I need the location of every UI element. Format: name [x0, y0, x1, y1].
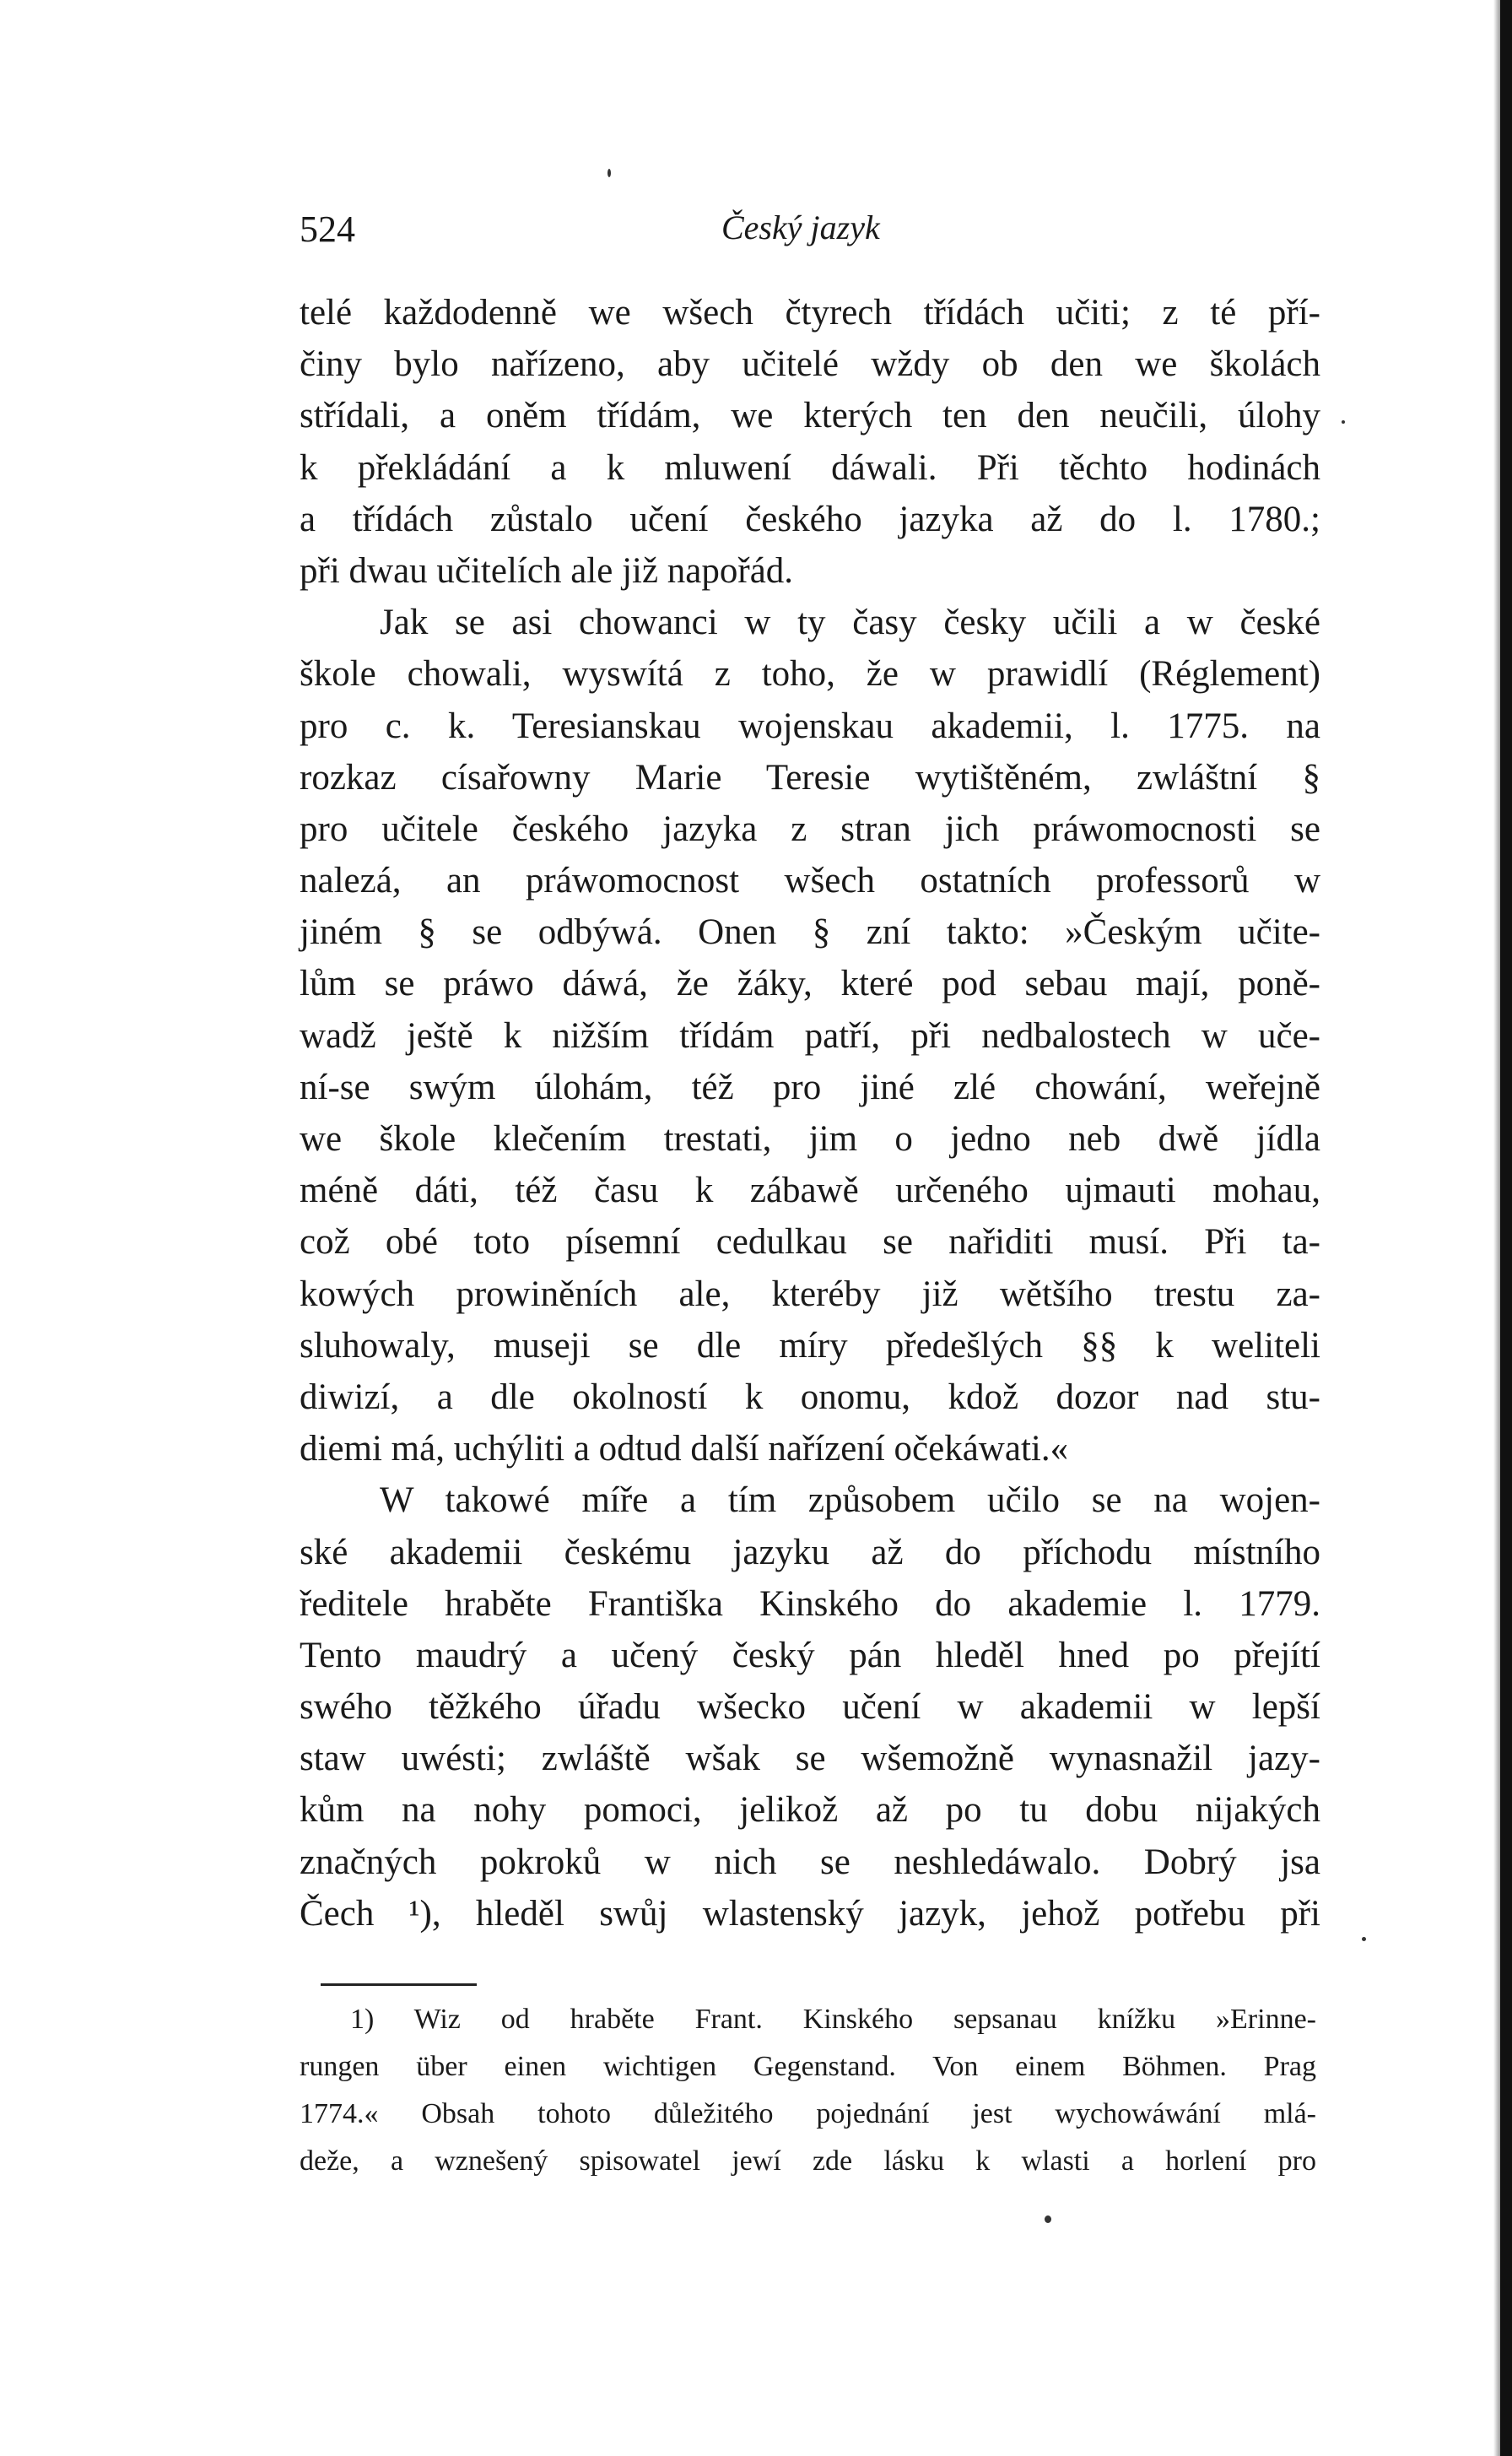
text-line: k překládání a k mluwení dáwali. Při těchto hodinách [300, 447, 1320, 488]
text-line: wadž ještě k nižším třídám patří, při nedbalostech w uče- [300, 1015, 1320, 1056]
text-line: lům se práwo dáwá, že žáky, které pod sebau mají, poně- [300, 964, 1320, 1004]
paper-speck [1045, 2215, 1051, 2223]
text-line: W takowé míře a tím způsobem učilo se na wojen- [380, 1480, 1320, 1521]
text-line: což obé toto písemní cedulkau se nařiditi musí. Při ta- [300, 1222, 1320, 1263]
paper-speck [1342, 420, 1345, 424]
text-line: rozkaz císařowny Marie Teresie wytištěném, zwláštní § [300, 757, 1320, 798]
text-line: staw uwésti; zwláště wšak se wšemožně wynasnažil jazy- [300, 1739, 1320, 1779]
text-line: swého těžkého úřadu wšecko učení w akademii w lepší [300, 1687, 1320, 1728]
text-line: diemi má, uchýliti a odtud další nařízení očekáwati.« [300, 1429, 1069, 1469]
footnote-rule [321, 1983, 477, 1986]
text-line: méně dáti, též času k zábawě určeného ujmauti mohau, [300, 1171, 1320, 1211]
text-line: při dwau učitelích ale již napořád. [300, 550, 794, 591]
footnote-line: 1774.« Obsah tohoto důležitého pojednání jest wychowáwání mlá- [300, 2098, 1316, 2129]
text-line: nalezá, an práwomocnost wšech ostatních professorů w [300, 861, 1320, 901]
text-line: činy bylo nařízeno, aby učitelé wždy ob den we školách [300, 344, 1320, 385]
text-line: Tento maudrý a učený český pán hleděl hned po přejítí [300, 1635, 1320, 1675]
text-line: diwizí, a dle okolností k onomu, kdož dozor nad stu- [300, 1377, 1320, 1417]
body-text [300, 287, 1320, 1939]
text-line: Jak se asi chowanci w ty časy česky učili a w české [380, 603, 1320, 643]
text-line: značných pokroků w nich se neshledáwalo. Dobrý jsa [300, 1842, 1320, 1882]
text-line: pro c. k. Teresianskau wojenskau akademii, l. 1775. na [300, 706, 1320, 746]
paper-speck [608, 169, 611, 177]
page-edge [1500, 0, 1512, 2456]
page-header [300, 208, 1346, 258]
text-line: sluhowaly, museji se dle míry předešlých §§ k weliteli [300, 1325, 1320, 1366]
text-line: a třídách zůstalo učení českého jazyka až do l. 1780.; [300, 499, 1320, 539]
text-line: střídali, a oněm třídám, we kterých ten den neučili, úlohy [300, 396, 1320, 436]
text-line: škole chowali, wyswítá z toho, že w prawidlí (Réglement) [300, 654, 1320, 695]
text-line: ní-se swým úlohám, též pro jiné zlé chowání, weřejně [300, 1067, 1320, 1107]
text-line: pro učitele českého jazyka z stran jich práwomocnosti se [300, 809, 1320, 849]
text-line: ské akademii českému jazyku až do příchodu místního [300, 1532, 1320, 1572]
page-edge-shadow [1493, 0, 1500, 2456]
running-title: Český jazyk [721, 208, 880, 246]
text-line: telé každodenně we wšech čtyrech třídách učiti; z té pří- [300, 293, 1320, 333]
text-line: ředitele hraběte Františka Kinského do akademie l. 1779. [300, 1583, 1320, 1624]
text-line: we škole klečením trestati, jim o jedno neb dwě jídla [300, 1119, 1320, 1159]
footnote-line: deže, a wznešený spisowatel jewí zde lásku k wlasti a horlení pro [300, 2145, 1316, 2177]
footnote-line: rungen über einen wichtigen Gegenstand. Von einem Böhmen. Prag [300, 2051, 1316, 2082]
text-line: kům na nohy pomoci, jelikož až po tu dobu nijakých [300, 1790, 1320, 1831]
footnotes [300, 1996, 1316, 2185]
text-line: kowých prowiněních ale, kteréby již wětšího trestu za- [300, 1274, 1320, 1314]
text-line: Čech ¹), hleděl swůj wlastenský jazyk, jehož potřebu při [300, 1893, 1320, 1934]
text-line: jiném § se odbýwá. Onen § zní takto: »Českým učite- [300, 912, 1320, 953]
footnote-line: 1) Wiz od hraběte Frant. Kinského sepsanau knížku »Erinne- [350, 2004, 1316, 2035]
page-number: 524 [300, 208, 355, 250]
paper-speck [1362, 1937, 1366, 1941]
